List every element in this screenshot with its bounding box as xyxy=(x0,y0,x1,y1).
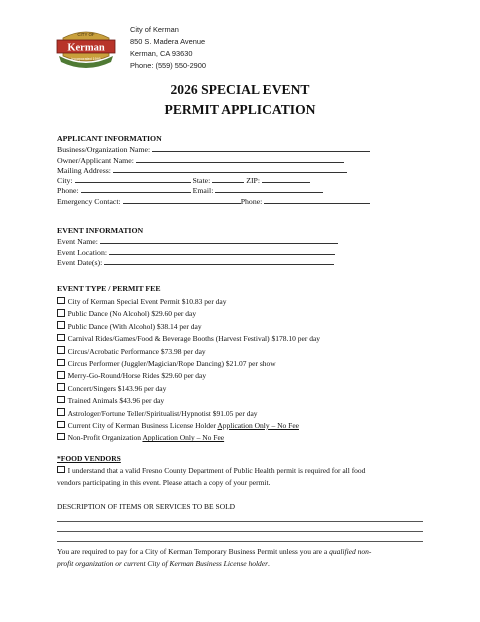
checkbox[interactable] xyxy=(57,421,65,429)
event-dates-field[interactable] xyxy=(104,257,334,265)
description-line-2[interactable] xyxy=(57,531,423,532)
street-address: 850 S. Madera Avenue xyxy=(130,37,206,46)
fee-option[interactable]: Astrologer/Fortune Teller/Spiritualist/Hypnotist $91.05 per day xyxy=(57,408,437,420)
checkbox[interactable] xyxy=(57,371,65,379)
fee-option[interactable]: Trained Animals $43.96 per day xyxy=(57,395,437,407)
email-label: Email: xyxy=(192,186,214,196)
emergency-phone-field[interactable] xyxy=(264,196,370,204)
license-holder-option[interactable]: Current City of Kerman Business License Holder Application Only – No Fee xyxy=(57,420,437,432)
checkbox[interactable] xyxy=(57,408,65,416)
event-heading: EVENT INFORMATION xyxy=(57,226,144,235)
state-field[interactable] xyxy=(212,175,244,183)
fee-option[interactable]: City of Kerman Special Event Permit $10.83 per day xyxy=(57,296,437,308)
fees-heading: EVENT TYPE / PERMIT FEE xyxy=(57,284,161,293)
business-label: Business/Organization Name: xyxy=(57,145,151,155)
description-line-3[interactable] xyxy=(57,541,423,542)
event-location-label: Event Location: xyxy=(57,247,108,257)
city-field[interactable] xyxy=(75,175,191,183)
description-line-1[interactable] xyxy=(57,521,423,522)
city-name: City of Kerman xyxy=(130,25,179,34)
fee-option[interactable]: Merry-Go-Round/Horse Rides $29.60 per day xyxy=(57,370,437,382)
event-section xyxy=(57,226,429,267)
fee-option[interactable]: Circus/Acrobatic Performance $73.98 per day xyxy=(57,346,437,358)
fee-option[interactable]: Public Dance (No Alcohol) $29.60 per day xyxy=(57,308,437,320)
checkbox[interactable] xyxy=(57,309,65,317)
city-seal-logo xyxy=(55,26,117,70)
fee-option[interactable]: Circus Performer (Juggler/Magician/Rope Dancing) $21.07 per show xyxy=(57,358,437,370)
description-heading: DESCRIPTION OF ITEMS OR SERVICES TO BE SOLD xyxy=(57,502,236,511)
fee-option[interactable]: Concert/Singers $143.96 per day xyxy=(57,383,437,395)
business-field[interactable] xyxy=(152,144,370,152)
food-text-2: vendors participating in this event. Please attach a copy of your permit. xyxy=(57,478,271,487)
phone-label: Phone: xyxy=(57,186,79,196)
checkbox[interactable] xyxy=(57,383,65,391)
checkbox[interactable] xyxy=(57,433,65,441)
checkbox[interactable] xyxy=(57,396,65,404)
mailing-field[interactable] xyxy=(113,165,347,173)
checkbox[interactable] xyxy=(57,321,65,329)
food-vendors-heading: *FOOD VENDORS xyxy=(57,454,121,463)
owner-label: Owner/Applicant Name: xyxy=(57,155,134,165)
applicant-section xyxy=(57,134,429,206)
state-label: State: xyxy=(192,176,211,186)
fee-option[interactable]: Public Dance (With Alcohol) $38.14 per day xyxy=(57,321,437,333)
food-text-1: I understand that a valid Fresno County Department of Public Health permit is required for all food xyxy=(67,466,366,475)
checkbox[interactable] xyxy=(57,334,65,342)
food-vendors-section xyxy=(57,453,427,489)
emergency-phone-label: Phone: xyxy=(240,196,263,206)
event-name-label: Event Name: xyxy=(57,237,98,247)
checkbox[interactable] xyxy=(57,346,65,354)
logo-top-text: CITY OF xyxy=(77,32,95,37)
address-block xyxy=(130,24,206,72)
mailing-label: Mailing Address: xyxy=(57,165,111,175)
checkbox[interactable] xyxy=(57,297,65,305)
checkbox[interactable] xyxy=(57,359,65,367)
email-field[interactable] xyxy=(215,185,323,193)
city-label: City: xyxy=(57,176,73,186)
nonprofit-option[interactable]: Non-Profit Organization Application Only – No Fee xyxy=(57,432,437,444)
logo-main-text: Kerman xyxy=(67,42,105,54)
page-title-line1: 2026 SPECIAL EVENT xyxy=(170,82,310,97)
event-name-field[interactable] xyxy=(100,236,338,244)
city-state-zip: Kerman, CA 93630 xyxy=(130,49,193,58)
logo-sub-text: Incorporated 1946 xyxy=(71,57,101,61)
phone-field[interactable] xyxy=(81,185,191,193)
zip-field[interactable] xyxy=(262,175,310,183)
event-location-field[interactable] xyxy=(109,247,335,255)
event-dates-label: Event Date(s): xyxy=(57,257,103,267)
footer-note: You are required to pay for a City of Kerman Temporary Business Permit unless you are a qualified non- profit organization or current City of Kerman Business License holder. xyxy=(57,547,372,568)
fee-option[interactable]: Carnival Rides/Games/Food & Beverage Booths (Harvest Festival) $178.10 per day xyxy=(57,333,437,345)
emergency-field[interactable] xyxy=(123,196,241,204)
owner-field[interactable] xyxy=(136,155,344,163)
page-title-line2: PERMIT APPLICATION xyxy=(164,102,316,117)
emergency-label: Emergency Contact: xyxy=(57,196,121,206)
phone-number: Phone: (559) 550-2900 xyxy=(130,61,207,70)
fee-options xyxy=(57,296,437,445)
food-checkbox[interactable] xyxy=(57,466,65,474)
applicant-heading: APPLICANT INFORMATION xyxy=(57,134,162,143)
zip-label: ZIP: xyxy=(246,176,261,186)
